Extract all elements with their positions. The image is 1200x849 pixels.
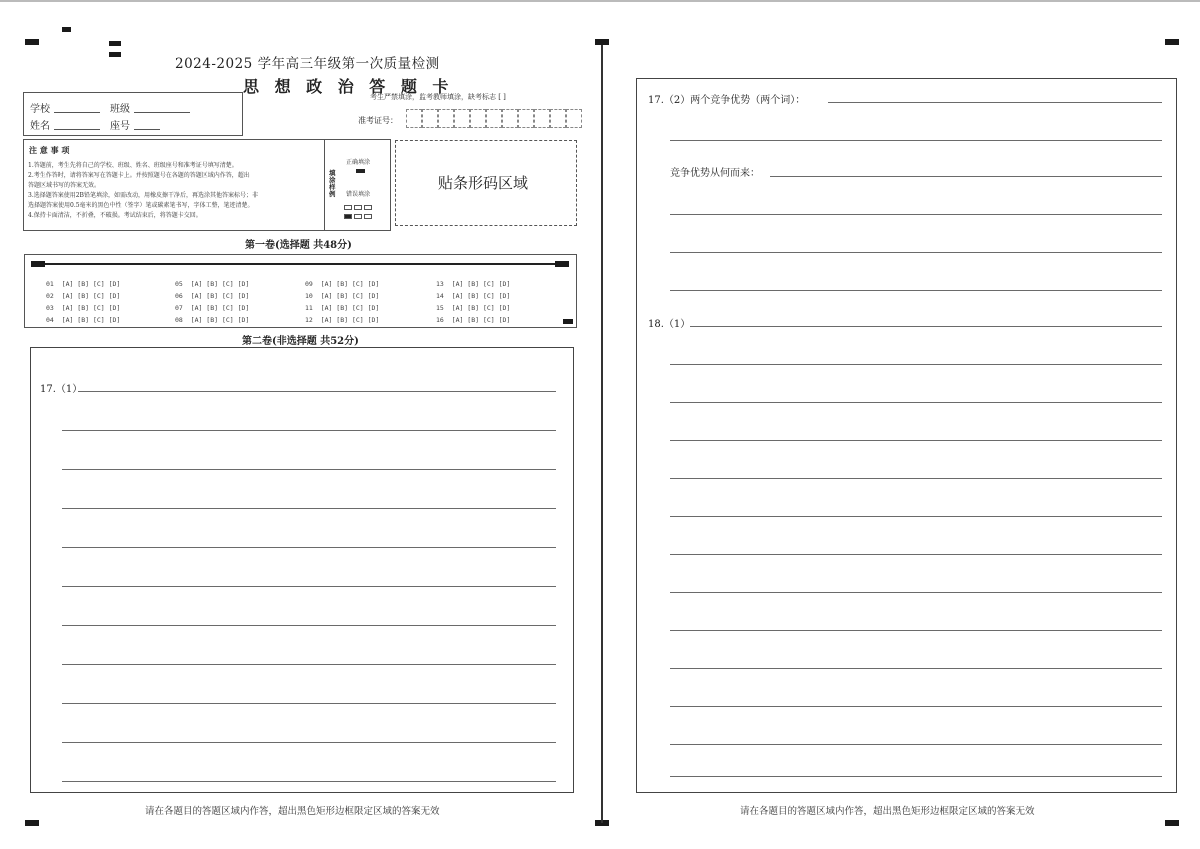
- answer-line[interactable]: [670, 776, 1162, 777]
- seat-label: 座号: [110, 121, 130, 132]
- answer-line[interactable]: [62, 586, 556, 587]
- correct-fill-label: 正确填涂: [346, 159, 371, 166]
- q17-2b-label: 竞争优势从何而来：: [670, 168, 760, 179]
- mc-question[interactable]: 13 [A] [B] [C] [D]: [436, 280, 511, 288]
- card-title: 思 想 政 治 答 题 卡: [243, 77, 454, 96]
- mc-question[interactable]: 06 [A] [B] [C] [D]: [175, 292, 250, 300]
- mc-top-bar: [39, 263, 569, 265]
- alignment-mark: [31, 261, 45, 267]
- absent-note: 考生严禁填涂，监考教师填涂，缺考标志 [ ]: [370, 93, 506, 101]
- alignment-mark: [25, 39, 39, 45]
- answer-line[interactable]: [62, 742, 556, 743]
- answer-line[interactable]: [670, 516, 1162, 517]
- fill-example-label: 填涂样例: [329, 169, 336, 198]
- wrong-fill-sample: [344, 201, 384, 221]
- mc-question[interactable]: 05 [A] [B] [C] [D]: [175, 280, 250, 288]
- answer-line[interactable]: [670, 440, 1162, 441]
- section1-title: 第一卷(选择题 共48分): [245, 240, 352, 251]
- notice-item: 3.选择题答案使用2B铅笔填涂，如需改动，用橡皮擦干净后，再选涂其他答案标号；非: [28, 192, 258, 199]
- q17-2-label: 17.（2）两个竞争优势（两个词）：: [648, 95, 806, 106]
- exam-id-grid[interactable]: [406, 109, 582, 130]
- answer-line[interactable]: [62, 547, 556, 548]
- footer-left: 请在各题目的答题区域内作答，超出黑色矩形边框限定区域的答案无效: [145, 806, 440, 817]
- barcode-label: 贴条形码区域: [438, 174, 529, 192]
- school-field[interactable]: [54, 112, 100, 113]
- notice-item: 1.答题前，考生先将自己的学校、班级、姓名、班级座号和准考证号填写清楚。: [28, 162, 238, 169]
- mc-question[interactable]: 14 [A] [B] [C] [D]: [436, 292, 511, 300]
- exam-id-label: 准考证号：: [358, 116, 398, 125]
- answer-line[interactable]: [670, 706, 1162, 707]
- answer-line[interactable]: [670, 554, 1162, 555]
- class-label: 班级: [110, 104, 130, 115]
- alignment-mark: [62, 27, 71, 32]
- scan-edge: [0, 0, 1200, 2]
- name-field[interactable]: [54, 129, 100, 130]
- name-label: 姓名: [30, 121, 50, 132]
- school-label: 学校: [30, 104, 50, 115]
- q17-1-label: 17.（1）: [40, 384, 83, 395]
- seat-field[interactable]: [134, 129, 160, 130]
- alignment-mark: [563, 319, 573, 324]
- mc-question[interactable]: 11 [A] [B] [C] [D]: [305, 304, 380, 312]
- mc-question[interactable]: 16 [A] [B] [C] [D]: [436, 316, 511, 324]
- answer-line[interactable]: [62, 469, 556, 470]
- mc-question[interactable]: 09 [A] [B] [C] [D]: [305, 280, 380, 288]
- wrong-fill-label: 错误填涂: [346, 191, 371, 198]
- mc-question[interactable]: 07 [A] [B] [C] [D]: [175, 304, 250, 312]
- answer-line[interactable]: [62, 781, 556, 782]
- answer-line[interactable]: [828, 102, 1162, 103]
- answer-line[interactable]: [670, 478, 1162, 479]
- correct-fill-sample: [356, 169, 365, 173]
- notice-item: 选择题答案使用0.5毫米的黑色中性（签字）笔或碳素笔书写，字体工整，笔迹清楚。: [28, 202, 254, 209]
- answer-line[interactable]: [62, 664, 556, 665]
- alignment-mark: [1165, 39, 1179, 45]
- answer-line[interactable]: [670, 214, 1162, 215]
- mc-question[interactable]: 02 [A] [B] [C] [D]: [46, 292, 121, 300]
- mc-question[interactable]: 04 [A] [B] [C] [D]: [46, 316, 121, 324]
- mc-question[interactable]: 08 [A] [B] [C] [D]: [175, 316, 250, 324]
- footer-right: 请在各题目的答题区域内作答，超出黑色矩形边框限定区域的答案无效: [740, 806, 1035, 817]
- alignment-mark: [25, 820, 39, 826]
- answer-line[interactable]: [670, 402, 1162, 403]
- answer-line[interactable]: [670, 252, 1162, 253]
- section2-title: 第二卷(非选择题 共52分): [242, 336, 359, 347]
- q18-1-label: 18.（1）: [648, 319, 691, 330]
- answer-line[interactable]: [62, 703, 556, 704]
- answer-line[interactable]: [62, 625, 556, 626]
- alignment-mark: [1165, 820, 1179, 826]
- alignment-mark: [555, 261, 569, 267]
- notice-item: 答题区域书写的答案无效。: [28, 182, 101, 189]
- answer-line[interactable]: [670, 630, 1162, 631]
- answer-line[interactable]: [670, 290, 1162, 291]
- answer-line[interactable]: [670, 744, 1162, 745]
- answer-box-left: [30, 347, 574, 793]
- exam-title: 2024-2025 学年高三年级第一次质量检测: [175, 56, 440, 72]
- answer-box-right: [636, 78, 1177, 793]
- notice-box: [23, 139, 391, 231]
- notice-item: 4.保持卡面清洁，不折叠，不破损。考试结束后，将答题卡交回。: [28, 212, 202, 219]
- notice-heading: 注 意 事 项: [29, 145, 70, 155]
- fill-example-divider: [324, 140, 325, 230]
- notice-item: 2.考生作答时，请将答案写在答题卡上。并按照题号在各题的答题区域内作答，超出: [28, 172, 250, 179]
- alignment-mark: [109, 52, 121, 57]
- answer-line[interactable]: [770, 176, 1162, 177]
- student-info-box: [23, 92, 243, 136]
- answer-line[interactable]: [670, 364, 1162, 365]
- mc-question[interactable]: 12 [A] [B] [C] [D]: [305, 316, 380, 324]
- class-field[interactable]: [134, 112, 190, 113]
- mc-question[interactable]: 03 [A] [B] [C] [D]: [46, 304, 121, 312]
- mc-question[interactable]: 15 [A] [B] [C] [D]: [436, 304, 511, 312]
- mc-question[interactable]: 10 [A] [B] [C] [D]: [305, 292, 380, 300]
- alignment-mark: [109, 41, 121, 46]
- answer-line[interactable]: [670, 592, 1162, 593]
- answer-line[interactable]: [670, 140, 1162, 141]
- answer-line[interactable]: [62, 430, 556, 431]
- answer-line[interactable]: [690, 326, 1162, 327]
- answer-line[interactable]: [670, 668, 1162, 669]
- answer-line[interactable]: [78, 391, 556, 392]
- mc-question[interactable]: 01 [A] [B] [C] [D]: [46, 280, 121, 288]
- answer-line[interactable]: [62, 508, 556, 509]
- page-divider: [601, 45, 603, 823]
